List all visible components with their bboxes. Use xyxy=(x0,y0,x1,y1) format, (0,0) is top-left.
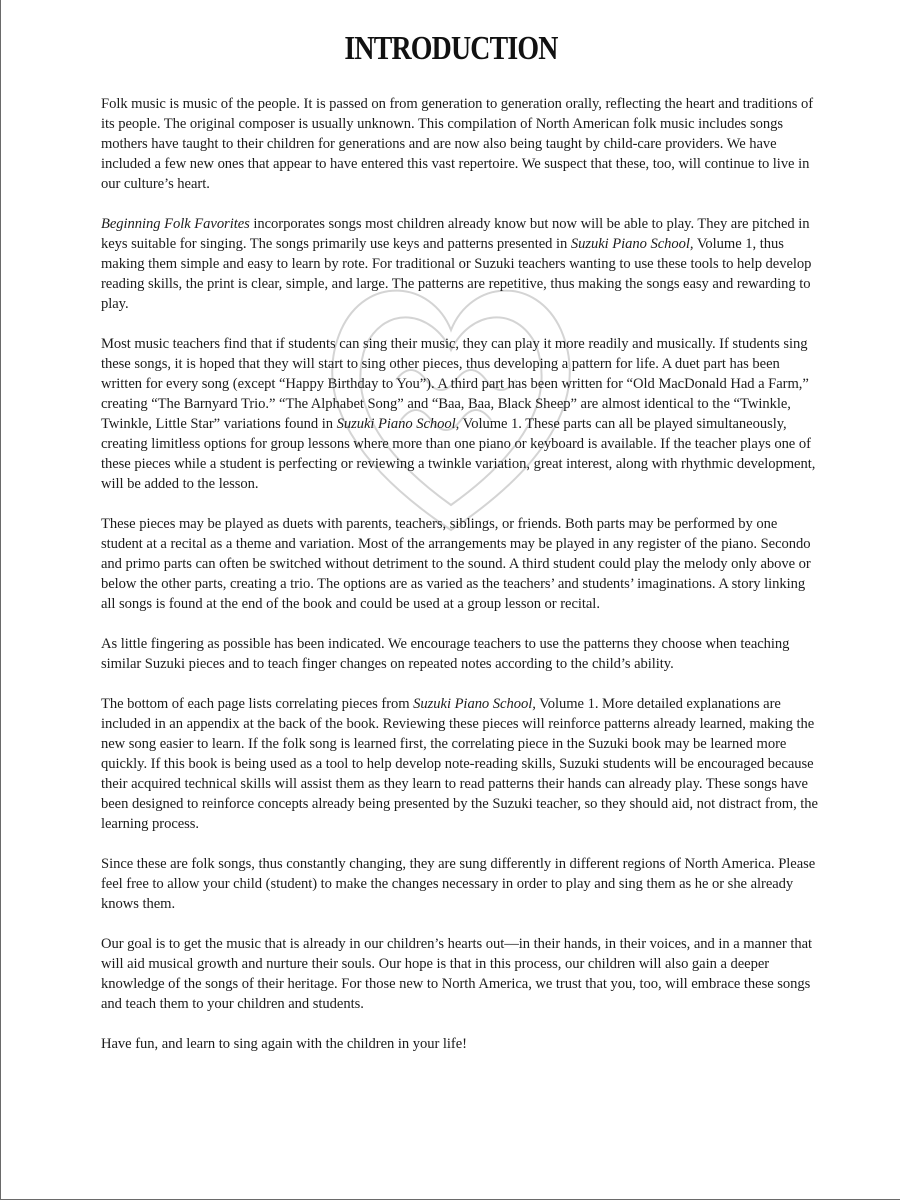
paragraph-text: Folk music is music of the people. It is passed on from generation to generation orally, reflecting the heart and traditions of its people. The original composer is usually unknown. This compilation of North American folk music includes songs mothers have taught to their children for generations and are now also being taught by child-care providers. We have included a few new ones that appear to have entered this vast repertoire. We suspect that these, too, will continue to live in our culture’s heart. xyxy=(101,96,814,192)
italic-title-text: Suzuki Piano School, xyxy=(570,236,694,252)
paragraph-text: Have fun, and learn to sing again with the children in your life! xyxy=(101,1036,467,1052)
paragraph-text: Most music teachers find that if students can sing their music, they can play it more readily and musically. If students sing these songs, it is hoped that they will start to sing other pieces, thus developing a pattern for life. A duet part has been written for every song (except “Happy Birthday to You”). A third part has been written for “Old MacDonald Had a Farm,” creating “The Barnyard Trio.” “The Alphabet Song” and “Baa, Baa, Black Sheep” are almost identical to the “Twinkle, Twinkle, Little Star” variations found in xyxy=(101,336,809,432)
paragraph-text: Our goal is to get the music that is already in our children’s hearts out—in their hands, in their voices, and in a manner that will aid musical growth and nurture their souls. Our hope is that in this process, our children will also gain a deeper knowledge of the songs of their heritage. For those new to North America, we trust that you, too, will embrace these songs and teach them to your children and students. xyxy=(101,936,812,1012)
page-title: INTRODUCTION xyxy=(344,30,558,67)
paragraph-text: As little fingering as possible has been indicated. We encourage teachers to use the patterns they choose when teaching similar Suzuki pieces and to teach finger changes on repeated notes according to the child’s ability. xyxy=(101,636,790,672)
paragraph-1 xyxy=(101,94,821,194)
paragraph-2 xyxy=(101,214,821,314)
italic-title-text: Beginning Folk Favorites xyxy=(101,216,250,232)
paragraph-3 xyxy=(101,334,821,494)
italic-title-text: Suzuki Piano School, xyxy=(413,696,536,712)
paragraph-text: Volume 1. More detailed explanations are included in an appendix at the back of the book. Reviewing these pieces will reinforce patterns already learned, making the new song easier to learn. If the folk song is learned first, the correlating piece in the Suzuki book may be learned more quickly. If this book is being used as a tool to help develop note-reading skills, Suzuki students will be encouraged because their acquired technical skills will assist them as they learn to read patterns their hands can already play. These songs have been designed to reinforce concepts already being presented by the Suzuki teacher, so they should aid, not distract from, the learning process. xyxy=(101,696,818,832)
paragraph-text: The bottom of each page lists correlating pieces from xyxy=(101,696,414,712)
paragraph-text: Since these are folk songs, thus constantly changing, they are sung differently in different regions of North America. Please feel free to allow your child (student) to make the changes necessary in order to play and sing them as he or she already knows them. xyxy=(101,856,816,912)
introduction-body xyxy=(101,94,821,1074)
paragraph-text: Volume 1. These parts can all be played simultaneously, creating limitless options for group lessons where more than one piano or keyboard is available. If the teacher plays one of these pieces while a student is perfecting or reviewing a twinkle variation, great interest, along with rhythmic development, will be added to the lesson. xyxy=(101,416,816,492)
paragraph-text: incorporates songs most children already know but now will be able to play. They are pitched in keys suitable for singing. The songs primarily use keys and patterns presented in xyxy=(101,216,810,252)
paragraph-4 xyxy=(101,514,821,614)
paragraph-text: Volume 1, thus making them simple and easy to learn by rote. For traditional or Suzuki teachers wanting to use these tools to help develop reading skills, the print is clear, simple, and large. The patterns are repetitive, thus making the songs easy and rewarding to play. xyxy=(101,236,812,312)
paragraph-text: These pieces may be played as duets with parents, teachers, siblings, or friends. Both parts may be performed by one student at a recital as a theme and variation. Most of the arrangements may be played in any register of the piano. Secondo and primo parts can often be switched without detriment to the sound. A third student could play the melody only above or below the other parts, creating a trio. The options are as varied as the teachers’ and students’ imaginations. A story linking all songs is found at the end of the book and could be used at a group lesson or recital. xyxy=(101,516,811,612)
italic-title-text: Suzuki Piano School, xyxy=(336,416,460,432)
paragraph-9 xyxy=(101,1034,821,1054)
paragraph-5 xyxy=(101,634,821,674)
paragraph-7 xyxy=(101,854,821,914)
paragraph-8 xyxy=(101,934,821,1014)
paragraph-6 xyxy=(101,694,821,834)
